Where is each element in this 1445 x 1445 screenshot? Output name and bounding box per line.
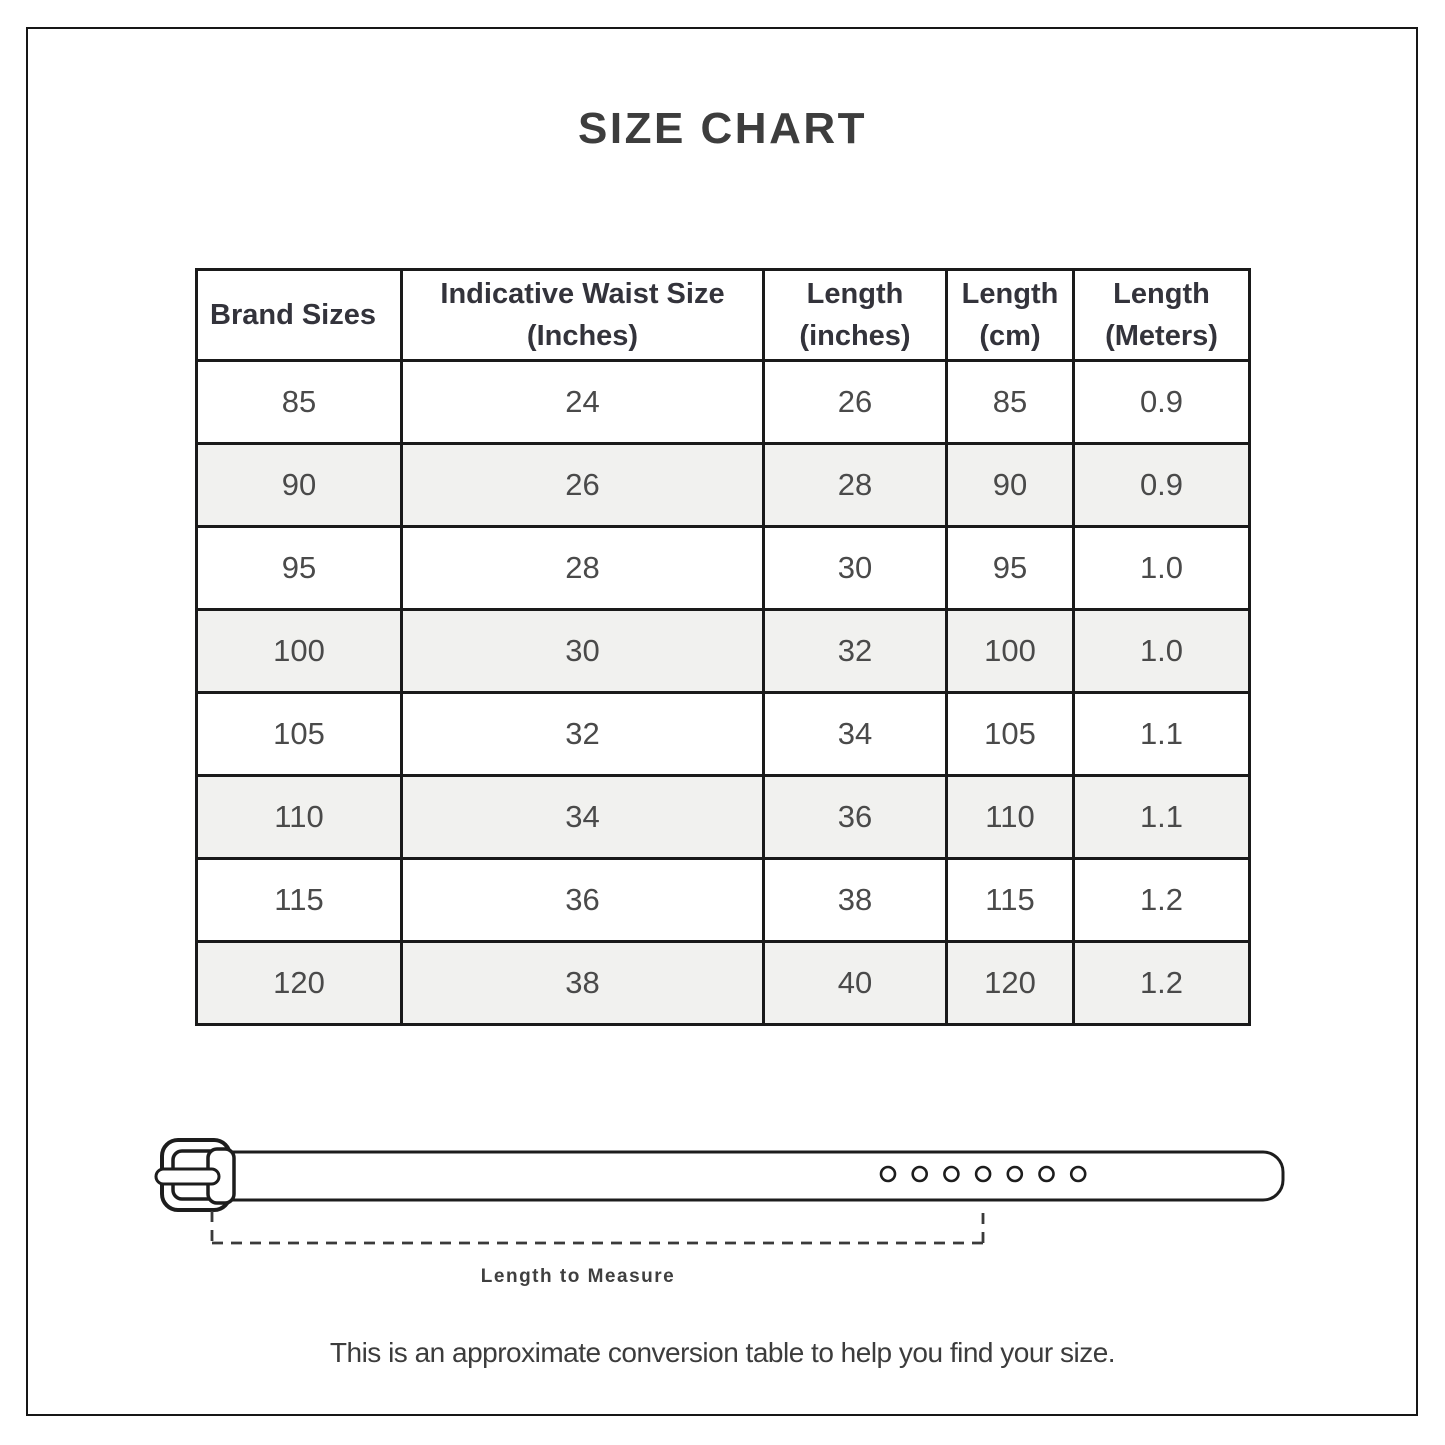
table-cell: 1.2 [1074, 859, 1250, 942]
table-cell: 95 [947, 527, 1074, 610]
table-cell: 36 [764, 776, 947, 859]
table-cell: 95 [197, 527, 402, 610]
column-header: Brand Sizes [197, 270, 402, 361]
belt-hole [976, 1167, 990, 1181]
table-row [197, 610, 1250, 693]
table-cell: 110 [197, 776, 402, 859]
table-cell: 1.0 [1074, 610, 1250, 693]
table-cell: 1.2 [1074, 942, 1250, 1025]
column-header: Length (Meters) [1074, 270, 1250, 361]
table-cell: 1.1 [1074, 776, 1250, 859]
table-header-row [197, 270, 1250, 361]
belt-diagram [140, 1125, 1300, 1300]
belt-hole [1071, 1167, 1085, 1181]
table-cell: 85 [947, 361, 1074, 444]
table-row [197, 693, 1250, 776]
belt-hole [1008, 1167, 1022, 1181]
table-cell: 32 [402, 693, 764, 776]
table-cell: 90 [197, 444, 402, 527]
table-cell: 30 [402, 610, 764, 693]
table-row [197, 361, 1250, 444]
footer-note: This is an approximate conversion table to help you find your size. [329, 1337, 1116, 1368]
belt-hole [881, 1167, 895, 1181]
table-cell: 40 [764, 942, 947, 1025]
table-cell: 0.9 [1074, 444, 1250, 527]
table-cell: 34 [764, 693, 947, 776]
belt-hole [913, 1167, 927, 1181]
table-cell: 115 [197, 859, 402, 942]
table-cell: 85 [197, 361, 402, 444]
size-table [195, 268, 1251, 1026]
table-row [197, 859, 1250, 942]
table-cell: 100 [947, 610, 1074, 693]
table-cell: 36 [402, 859, 764, 942]
table-row [197, 527, 1250, 610]
table-cell: 105 [197, 693, 402, 776]
table-cell: 24 [402, 361, 764, 444]
table-cell: 120 [197, 942, 402, 1025]
table-cell: 26 [764, 361, 947, 444]
table-cell: 30 [764, 527, 947, 610]
column-header: Length (cm) [947, 270, 1074, 361]
table-cell: 28 [764, 444, 947, 527]
table-cell: 90 [947, 444, 1074, 527]
page-title: SIZE CHART [578, 104, 867, 153]
table-cell: 120 [947, 942, 1074, 1025]
belt-prong-bar [156, 1169, 219, 1184]
table-cell: 0.9 [1074, 361, 1250, 444]
belt-strap [208, 1152, 1283, 1200]
column-header: Length (inches) [764, 270, 947, 361]
table-cell: 100 [197, 610, 402, 693]
table-cell: 115 [947, 859, 1074, 942]
table-cell: 32 [764, 610, 947, 693]
table-cell: 1.0 [1074, 527, 1250, 610]
column-header: Indicative Waist Size (Inches) [402, 270, 764, 361]
table-cell: 26 [402, 444, 764, 527]
belt-hole [944, 1167, 958, 1181]
table-row [197, 444, 1250, 527]
table-cell: 38 [402, 942, 764, 1025]
table-row [197, 942, 1250, 1025]
table-row [197, 776, 1250, 859]
measure-label: Length to Measure [480, 1266, 676, 1287]
table-cell: 28 [402, 527, 764, 610]
table-cell: 1.1 [1074, 693, 1250, 776]
table-cell: 105 [947, 693, 1074, 776]
table-cell: 110 [947, 776, 1074, 859]
table-cell: 34 [402, 776, 764, 859]
belt-hole [1040, 1167, 1054, 1181]
table-cell: 38 [764, 859, 947, 942]
